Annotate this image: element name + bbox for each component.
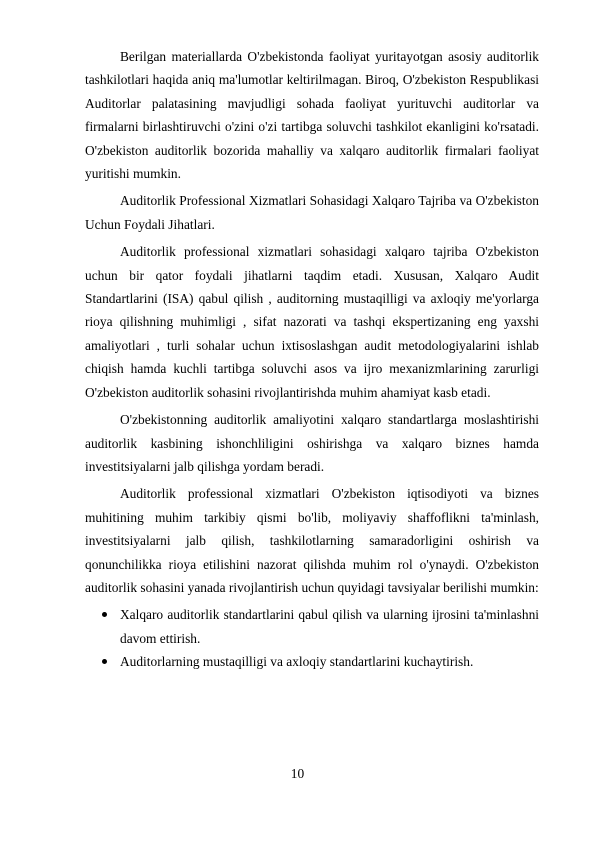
list-item [85,603,539,650]
page-content [85,45,539,674]
bullet-icon [102,612,107,617]
page-number: 10 [290,766,305,781]
list-item-text: Auditorlarning mustaqilligi va axloqiy standartlarini kuchaytirish. [120,654,474,670]
list-item-text: Xalqaro auditorlik standartlarini qabul qilish va ularning ijrosini ta'minlashni davom ettirish. [120,607,539,646]
recommendations-list [85,603,539,673]
paragraph-recommendations-intro: Auditorlik professional xizmatlari O'zbekiston iqtisodiyoti va biznes muhitining muhim tarkibiy qismi bo'lib, moliyaviy shaffoflikni ta'minlash, investitsiyalarni jalb qilish, tashkilotlarning samaradorligini oshirish va qonunchilikka rioya etilishini nazorat qilishda muhim rol o'ynaydi. O'zbekiston auditorlik sohasini yanada rivojlantirish uchun quyidagi tavsiyalar berilishi mumkin: [85,486,539,595]
paragraph-audit-organizations: Berilgan materiallarda O'zbekistonda faoliyat yuritayotgan asosiy auditorlik tashkilotlari haqida aniq ma'lumotlar keltirilmagan. Biroq, O'zbekiston Respublikasi Auditorlar palatasining mavjudligi sohada faoliyat yurituvchi auditorlar va firmalarni birlashtiruvchi o'zini o'zi tartibga soluvchi tashkilot ekanligini ko'rsatadi. O'zbekiston auditorlik bozorida mahalliy va xalqaro auditorlik firmalari faoliyat yuritishi mumkin. [85,49,539,182]
bullet-icon [102,659,107,664]
paragraph-standards-alignment: O'zbekistonning auditorlik amaliyotini xalqaro standartlarga moslashtirishi auditorlik kasbining ishonchliligini oshirishga va xalqaro biznes hamda investitsiyalarni jalb qilishga yordam beradi. [85,412,539,474]
paragraph-international-experience: Auditorlik professional xizmatlari sohasidagi xalqaro tajriba O'zbekiston uchun bir qator foydali jihatlarni taqdim etadi. Xususan, Xalqaro Audit Standartlarini (ISA) qabul qilish , auditorning mustaqilligi va axloqiy me'yorlarga rioya qilishning muhimligi , sifat nazorati va tashqi ekspertizaning eng yaxshi amaliyotlari , turli sohalar uchun ixtisoslashgan audit metodologiyalarini ishlab chiqish hamda kuchli tartibga soluvchi asos va ijro mexanizmlarining zarurligi O'zbekiston auditorlik sohasini rivojlantirishda muhim ahamiyat kasb etadi. [85,244,539,400]
section-heading: Auditorlik Professional Xizmatlari Sohasidagi Xalqaro Tajriba va O'zbekiston Uchun Foydali Jihatlari. [85,193,539,232]
list-item [85,650,539,673]
